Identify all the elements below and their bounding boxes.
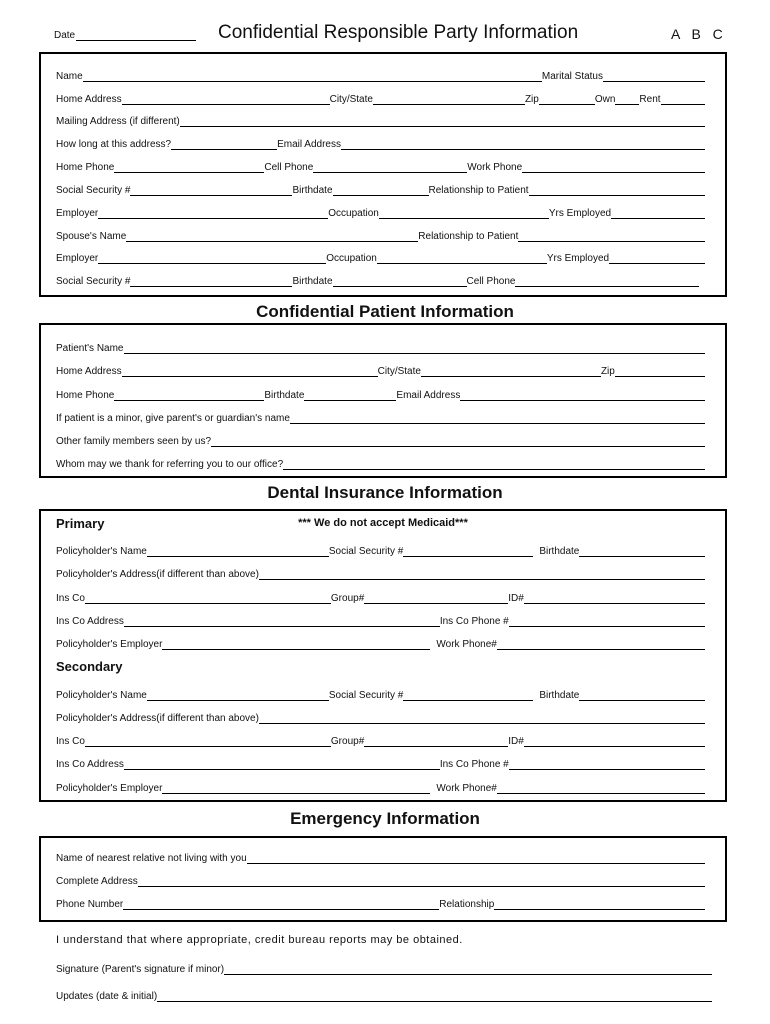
label-secondary-policyholder: Policyholder's Name: [56, 690, 147, 701]
label-spouse-birthdate: Birthdate: [292, 276, 333, 287]
label-name: Name: [56, 71, 83, 82]
label-patient-zip: Zip: [600, 366, 615, 377]
patient-zip-line[interactable]: [615, 366, 705, 377]
secondary-insco-phone-line[interactable]: [509, 759, 705, 770]
row-patient-phone: [56, 387, 705, 401]
signature-line[interactable]: [224, 964, 712, 975]
patient-birthdate-line[interactable]: [304, 390, 396, 401]
label-primary-group: Group#: [330, 593, 365, 604]
label-spouse-ssn: Social Security #: [56, 276, 131, 287]
row-home-address: [56, 91, 705, 105]
label-city-state: City/State: [329, 94, 373, 105]
row-name: [56, 68, 705, 82]
city-state-line[interactable]: [373, 94, 525, 105]
label-yrs-employed: Yrs Employed: [548, 208, 612, 219]
row-complete-address: [56, 873, 705, 887]
secondary-address-line[interactable]: [259, 713, 705, 724]
rent-line[interactable]: [661, 94, 705, 105]
credit-statement: I understand that where appropriate, credit bureau reports may be obtained.: [56, 934, 463, 946]
home-phone-line[interactable]: [114, 162, 264, 173]
label-primary-work-phone: Work Phone#: [436, 639, 497, 650]
label-primary-employer: Policyholder's Employer: [56, 639, 163, 650]
ssn-line[interactable]: [130, 185, 292, 196]
label-mailing-address: Mailing Address (if different): [56, 116, 180, 127]
label-home-phone: Home Phone: [56, 162, 115, 173]
label-primary-id: ID#: [508, 593, 524, 604]
label-nearest-relative: Name of nearest relative not living with you: [56, 853, 247, 864]
birthdate-line[interactable]: [333, 185, 429, 196]
form-codes: A B C: [671, 26, 727, 42]
home-address-line[interactable]: [122, 94, 330, 105]
secondary-insco-line[interactable]: [85, 736, 331, 747]
patient-home-phone-line[interactable]: [114, 390, 264, 401]
zip-line[interactable]: [539, 94, 595, 105]
patient-section-title: Confidential Patient Information: [256, 302, 514, 321]
label-own: Own: [594, 94, 616, 105]
label-secondary-work-phone: Work Phone#: [436, 783, 497, 794]
row-secondary-insco-address: [56, 756, 705, 770]
row-phones: [56, 159, 705, 173]
label-spouse-relationship: Relationship to Patient: [418, 231, 519, 242]
label-secondary-insco-phone: Ins Co Phone #: [439, 759, 509, 770]
spouse-relationship-line[interactable]: [518, 231, 705, 242]
row-spouse-employer: [56, 250, 705, 264]
label-home-address: Home Address: [56, 94, 122, 105]
row-primary-address: [56, 566, 705, 580]
primary-policyholder-line[interactable]: [147, 546, 329, 557]
label-primary-policyholder: Policyholder's Name: [56, 546, 147, 557]
form-header: [0, 22, 770, 52]
spouse-employer-line[interactable]: [98, 253, 326, 264]
own-line[interactable]: [615, 94, 639, 105]
row-primary-insco-address: [56, 613, 705, 627]
label-primary-address: Policyholder's Address(if different than above): [56, 569, 259, 580]
label-secondary-insco: Ins Co: [56, 736, 85, 747]
patient-email-line[interactable]: [460, 390, 705, 401]
label-secondary-group: Group#: [330, 736, 365, 747]
emergency-relationship-line[interactable]: [494, 899, 705, 910]
row-secondary-address: [56, 710, 705, 724]
label-zip: Zip: [524, 94, 539, 105]
how-long-line[interactable]: [171, 139, 277, 150]
medicaid-note: *** We do not accept Medicaid***: [298, 517, 468, 529]
primary-heading: Primary: [56, 516, 105, 531]
secondary-id-line[interactable]: [524, 736, 705, 747]
primary-insco-line[interactable]: [85, 593, 331, 604]
primary-group-line[interactable]: [364, 593, 508, 604]
label-secondary-birthdate: Birthdate: [539, 690, 580, 701]
row-spouse: [56, 228, 705, 242]
label-how-long: How long at this address?: [56, 139, 172, 150]
nearest-relative-line[interactable]: [247, 853, 705, 864]
row-signature: [56, 961, 712, 975]
label-spouse-employer: Employer: [56, 253, 99, 264]
label-birthdate: Birthdate: [292, 185, 333, 196]
row-secondary-employer: [56, 780, 705, 794]
row-ssn: [56, 182, 705, 196]
emergency-section: [39, 836, 727, 922]
label-family-members: Other family members seen by us?: [56, 436, 212, 447]
employer-line[interactable]: [98, 208, 328, 219]
row-how-long: [56, 136, 705, 150]
secondary-policyholder-line[interactable]: [147, 690, 329, 701]
row-updates: [56, 988, 712, 1002]
primary-insco-address-line[interactable]: [124, 616, 440, 627]
row-secondary-policyholder: [56, 687, 705, 701]
primary-ssn-line[interactable]: [403, 546, 533, 557]
label-spouse-yrs-employed: Yrs Employed: [546, 253, 610, 264]
row-spouse-ssn: [56, 273, 699, 287]
spouse-birthdate-line[interactable]: [333, 276, 467, 287]
label-patient-address: Home Address: [56, 366, 122, 377]
label-secondary-address: Policyholder's Address(if different than above): [56, 713, 259, 724]
family-members-line[interactable]: [211, 436, 705, 447]
emergency-section-title: Emergency Information: [290, 809, 480, 828]
patient-city-state-line[interactable]: [421, 366, 601, 377]
label-spouse-name: Spouse's Name: [56, 231, 127, 242]
row-patient-address: [56, 363, 705, 377]
label-updates: Updates (date & initial): [56, 991, 158, 1002]
secondary-ssn-line[interactable]: [403, 690, 533, 701]
referral-line[interactable]: [283, 459, 705, 470]
row-primary-insco: [56, 590, 705, 604]
label-secondary-ssn: Social Security #: [328, 690, 404, 701]
row-emergency-phone: [56, 896, 705, 910]
label-secondary-insco-address: Ins Co Address: [56, 759, 124, 770]
label-secondary-employer: Policyholder's Employer: [56, 783, 163, 794]
spouse-yrs-employed-line[interactable]: [609, 253, 705, 264]
yrs-employed-line[interactable]: [611, 208, 705, 219]
label-primary-insco-phone: Ins Co Phone #: [439, 616, 509, 627]
secondary-birthdate-line[interactable]: [579, 690, 705, 701]
label-patient-birthdate: Birthdate: [264, 390, 305, 401]
secondary-employer-line[interactable]: [162, 783, 430, 794]
row-guardian: [56, 410, 705, 424]
row-referral: [56, 456, 705, 470]
label-cell-phone: Cell Phone: [264, 162, 314, 173]
row-primary-policyholder: [56, 543, 705, 557]
label-emergency-relationship: Relationship: [439, 899, 495, 910]
label-signature: Signature (Parent's signature if minor): [56, 964, 225, 975]
secondary-insco-address-line[interactable]: [124, 759, 440, 770]
label-referral: Whom may we thank for referring you to our office?: [56, 459, 284, 470]
complete-address-line[interactable]: [138, 876, 705, 887]
label-rent: Rent: [639, 94, 661, 105]
secondary-work-phone-line[interactable]: [497, 783, 705, 794]
guardian-line[interactable]: [290, 413, 705, 424]
label-spouse-cell: Cell Phone: [466, 276, 516, 287]
label-patient-city-state: City/State: [377, 366, 421, 377]
patient-name-line[interactable]: [124, 343, 706, 354]
marital-status-line[interactable]: [603, 71, 705, 82]
occupation-line[interactable]: [379, 208, 549, 219]
row-primary-employer: [56, 636, 705, 650]
primary-id-line[interactable]: [524, 593, 705, 604]
responsible-party-section: [39, 52, 727, 297]
cell-phone-line[interactable]: [313, 162, 467, 173]
insurance-section: [39, 509, 727, 802]
label-complete-address: Complete Address: [56, 876, 138, 887]
label-guardian: If patient is a minor, give parent's or guardian's name: [56, 413, 290, 424]
primary-employer-line[interactable]: [162, 639, 430, 650]
date-line[interactable]: [76, 30, 196, 41]
label-patient-email: Email Address: [396, 390, 461, 401]
relationship-line[interactable]: [529, 185, 705, 196]
work-phone-line[interactable]: [522, 162, 705, 173]
insurance-section-title: Dental Insurance Information: [267, 483, 503, 502]
label-secondary-id: ID#: [508, 736, 524, 747]
label-spouse-occupation: Occupation: [326, 253, 377, 264]
date-label: Date: [54, 30, 76, 41]
row-mailing-address: [56, 113, 705, 127]
date-field: [54, 30, 196, 41]
updates-line[interactable]: [157, 991, 712, 1002]
row-family-members: [56, 433, 705, 447]
label-patient-home-phone: Home Phone: [56, 390, 115, 401]
page-title: Confidential Responsible Party Information: [218, 22, 579, 43]
email-line[interactable]: [341, 139, 705, 150]
secondary-heading: Secondary: [56, 659, 123, 674]
label-emergency-phone: Phone Number: [56, 899, 124, 910]
primary-address-line[interactable]: [259, 569, 705, 580]
label-primary-insco: Ins Co: [56, 593, 85, 604]
primary-insco-phone-line[interactable]: [509, 616, 705, 627]
spouse-ssn-line[interactable]: [130, 276, 292, 287]
name-line[interactable]: [83, 71, 542, 82]
label-work-phone: Work Phone: [467, 162, 523, 173]
row-patient-name: [56, 340, 705, 354]
patient-section: [39, 323, 727, 478]
label-primary-birthdate: Birthdate: [539, 546, 580, 557]
emergency-phone-line[interactable]: [123, 899, 439, 910]
label-email: Email Address: [277, 139, 341, 150]
label-relationship: Relationship to Patient: [428, 185, 529, 196]
label-employer: Employer: [56, 208, 99, 219]
mailing-address-line[interactable]: [180, 116, 705, 127]
label-ssn: Social Security #: [56, 185, 131, 196]
row-employer: [56, 205, 705, 219]
patient-address-line[interactable]: [122, 366, 378, 377]
label-patient-name: Patient's Name: [56, 343, 124, 354]
spouse-name-line[interactable]: [126, 231, 418, 242]
label-marital-status: Marital Status: [541, 71, 603, 82]
spouse-occupation-line[interactable]: [377, 253, 547, 264]
label-occupation: Occupation: [328, 208, 379, 219]
row-secondary-insco: [56, 733, 705, 747]
primary-birthdate-line[interactable]: [579, 546, 705, 557]
label-primary-insco-address: Ins Co Address: [56, 616, 124, 627]
spouse-cell-line[interactable]: [515, 276, 699, 287]
row-nearest-relative: [56, 850, 705, 864]
secondary-group-line[interactable]: [364, 736, 508, 747]
primary-work-phone-line[interactable]: [497, 639, 705, 650]
label-primary-ssn: Social Security #: [328, 546, 404, 557]
